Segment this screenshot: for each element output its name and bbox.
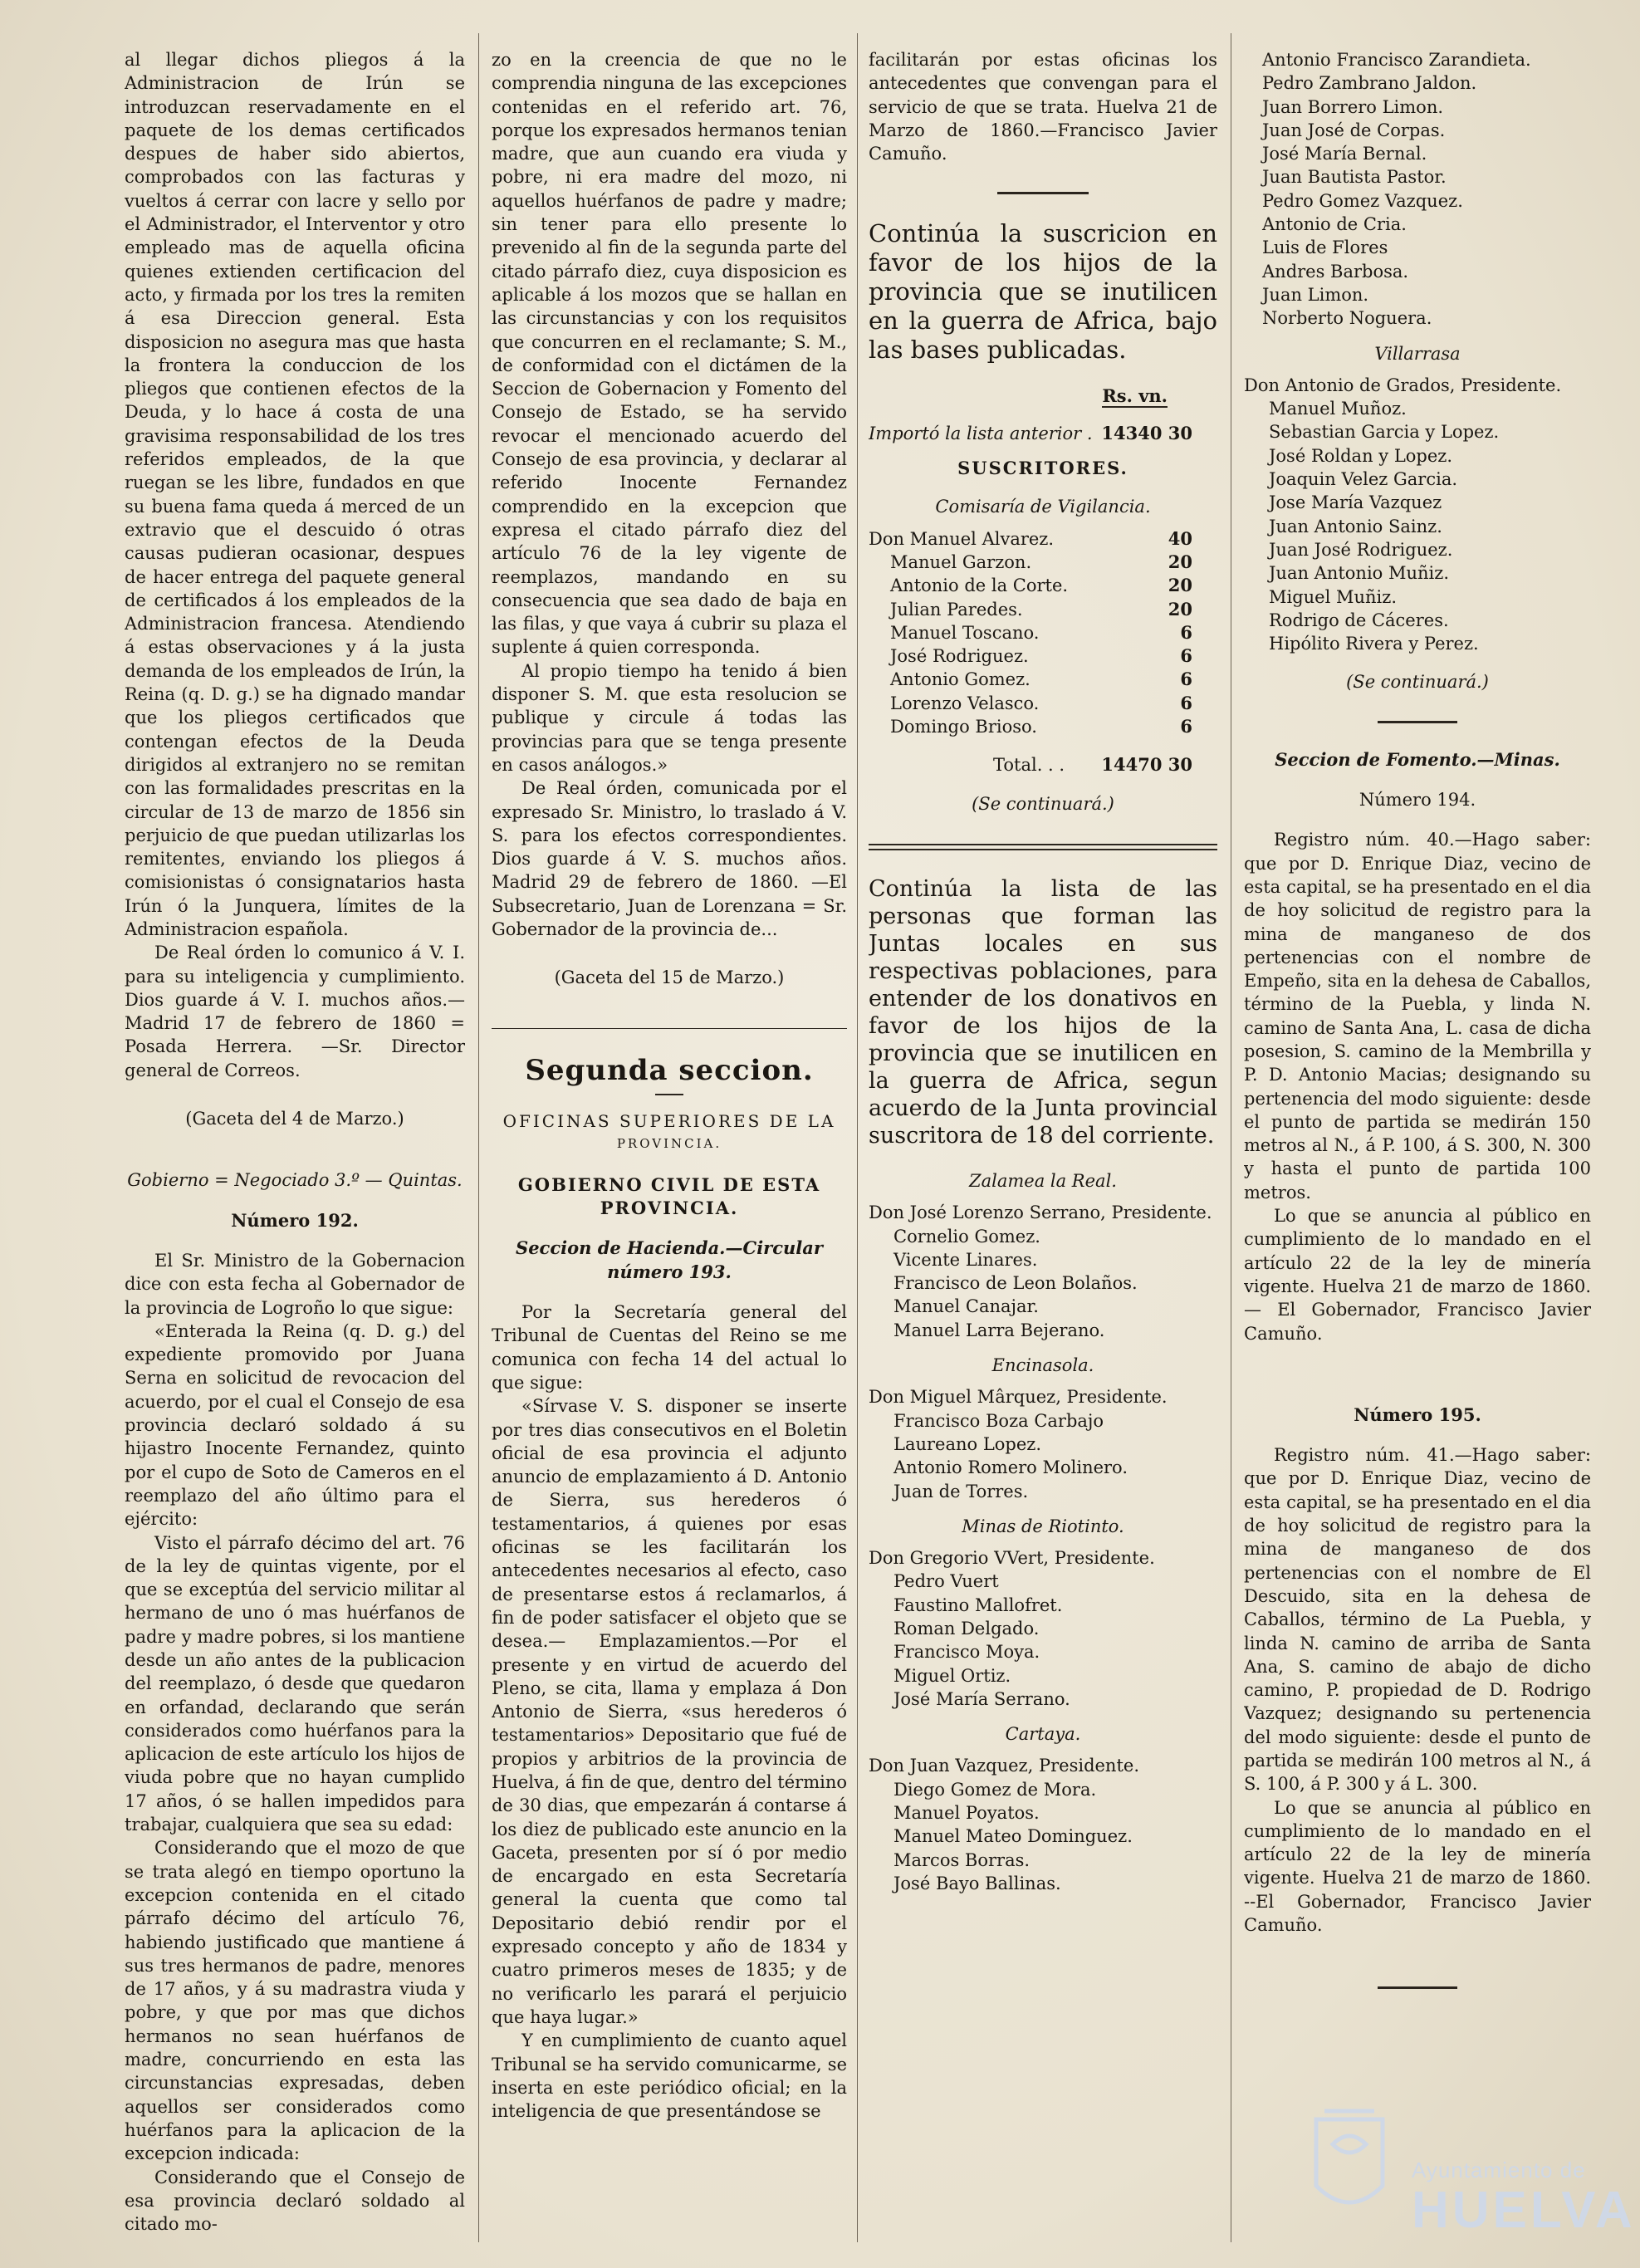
president-line: Don Juan Vazquez, Presidente.: [869, 1756, 1140, 1776]
column-rule: [478, 33, 479, 2242]
member-line: Juan Antonio Muñiz.: [1269, 563, 1450, 584]
subscriber-name: Manuel Garzon.: [890, 551, 1032, 572]
member-line: Norberto Noguera.: [1262, 308, 1432, 329]
paragraph: Al propio tiempo ha tenido á bien disponer S. M. que esta resolucion se publique y circule á todas las provincias para que se tenga presente en casos análogos.»: [492, 660, 847, 775]
member-line: Juan Borrero Limon.: [1262, 96, 1444, 117]
member-line: Antonio Francisco Zarandieta.: [1262, 50, 1531, 70]
subscriber-row: [869, 574, 1217, 597]
member-line: Manuel Canajar.: [893, 1296, 1039, 1317]
continuation-note: (Se continuará.): [1346, 672, 1489, 693]
office-subheading: PROVINCIA.: [616, 1135, 722, 1151]
member-line: Hipólito Rivera y Perez.: [1269, 634, 1479, 654]
paragraph: Por la Secretaría general del Tribunal de Cuentas del Reino se me comunica con fecha 14 del actual lo que sigue:: [492, 1302, 847, 1393]
member-line: Juan Antonio Sainz.: [1269, 516, 1442, 536]
paragraph: Lo que se anuncia al público en cumplimiento de lo mandado en el artículo 22 de la ley de minería vigente. Huelva 21 de marzo de 1860. — El Gobernador, Francisco Javier Camuño.: [1244, 1206, 1591, 1344]
member-line: Pedro Gomez Vazquez.: [1262, 190, 1463, 211]
column-rule: [857, 33, 858, 2242]
subscriber-name: Antonio Gomez.: [890, 669, 1031, 690]
member-line: Francisco de Leon Bolaños.: [893, 1273, 1138, 1294]
paragraph: Considerando que el Consejo de esa provincia declaró soldado al citado mo-: [125, 2167, 465, 2235]
junta-announcement: Continúa la lista de las personas que forman las Juntas locales en sus respectivas poblaciones, para entender de los donativos en favor de los hijos de la provincia que se inutilicen en la guerra de Africa, segun acuerdo de la Junta provincial suscritora de 18 del corriente.: [869, 875, 1217, 1149]
member-list: [1244, 397, 1591, 655]
subscriber-name: Manuel Toscano.: [890, 622, 1040, 643]
member-list: [1244, 48, 1591, 331]
subscriber-row: [869, 621, 1217, 644]
member-line: Pedro Zambrano Jaldon.: [1262, 73, 1477, 94]
member-line: Manuel Muñoz.: [1269, 399, 1407, 419]
president-line: Don Antonio de Grados, Presidente.: [1244, 375, 1562, 395]
president-line: Don Gregorio VVert, Presidente.: [869, 1548, 1155, 1569]
member-line: Roman Delgado.: [893, 1618, 1040, 1639]
paragraph: De Real órden, comunicada por el expresado Sr. Ministro, lo traslado á V. S. para los efectos correspondientes. Dios guarde á V. S. muchos años. Madrid 29 de febrero de 1860. —El Subsecretario, Juan de Lorenzana = Sr. Gobernador de la provincia de...: [492, 778, 847, 939]
member-line: Francisco Boza Carbajo: [893, 1410, 1104, 1431]
town-heading: Villarrasa: [1374, 343, 1461, 364]
paragraph: El Sr. Ministro de la Gobernacion dice con esta fecha al Gobernador de la provincia de Logroño lo que sigue:: [125, 1250, 465, 1318]
member-line: Manuel Mateo Dominguez.: [893, 1826, 1133, 1847]
paragraph: Considerando que el mozo de que se trata alegó en tiempo oportuno la excepcion contenida en el citado párrafo décimo del artículo 76, habiendo justificado que mantiene á sus tres hermanos de padre, menores de 17 años, y á su madrastra viuda y pobre, y que por mas que dichos hermanos no sean huérfanos de madre, concurriendo en esta las circunstancias expresadas, deben aquellos ser considerados como huérfanos para la aplicacion de la excepcion indicada:: [125, 1838, 465, 2164]
member-line: Juan José Rodriguez.: [1269, 539, 1453, 560]
president-line: Don José Lorenzo Serrano, Presidente.: [869, 1203, 1212, 1223]
divider: [1378, 721, 1457, 723]
subscriber-row: [869, 668, 1217, 691]
divider: [655, 1094, 683, 1095]
member-line: Miguel Ortiz.: [893, 1665, 1011, 1686]
subscriber-amount: 6: [1180, 716, 1192, 737]
town-lists: [869, 1169, 1217, 1895]
subscriber-amount: 40: [1168, 527, 1192, 549]
member-line: Antonio Romero Molinero.: [893, 1457, 1128, 1478]
subscriber-name: José Rodriguez.: [890, 646, 1029, 667]
town-heading: Encinasola.: [991, 1355, 1094, 1376]
divider: [997, 192, 1089, 194]
member-line: Cornelio Gomez.: [893, 1226, 1040, 1247]
member-line: José Roldan y Lopez.: [1269, 445, 1453, 466]
office-heading: OFICINAS SUPERIORES DE LA: [502, 1110, 836, 1131]
member-line: Juan Limon.: [1262, 284, 1369, 305]
member-line: Juan de Torres.: [893, 1481, 1029, 1501]
town-heading: Cartaya.: [1005, 1724, 1081, 1745]
subscriber-amount: 6: [1180, 669, 1192, 690]
total-row: Total. . . 14470 30: [993, 754, 1192, 776]
member-line: Francisco Moya.: [893, 1642, 1040, 1663]
member-line: Antonio de Cria.: [1262, 214, 1407, 235]
paragraph: De Real órden lo comunico á V. I. para su inteligencia y cumplimiento. Dios guarde á V. I. muchos años.— Madrid 17 de febrero de 1860 = Posada Herrera. —Sr. Director general de Correos.: [125, 943, 465, 1080]
paragraph: Y en cumplimiento de cuanto aquel Tribunal se ha servido comunicarme, se inserta en este periódico oficial; en la inteligencia de que presentándose se: [492, 2030, 847, 2122]
town-heading: Minas de Riotinto.: [962, 1516, 1124, 1536]
member-line: Manuel Poyatos.: [893, 1803, 1040, 1824]
member-line: Juan José de Corpas.: [1262, 120, 1446, 140]
town-heading: Zalamea la Real.: [969, 1170, 1117, 1191]
member-line: Marcos Borras.: [893, 1849, 1031, 1870]
gazette-source: (Gaceta del 4 de Marzo.): [185, 1109, 404, 1129]
subscriber-list: [869, 527, 1217, 739]
subscriber-amount: 6: [1180, 645, 1192, 667]
document-number: Número 195.: [1354, 1403, 1481, 1425]
subscriber-amount: 6: [1180, 621, 1192, 643]
government-heading: GOBIERNO CIVIL DE ESTA PROVINCIA.: [517, 1173, 821, 1219]
subscriber-row: [869, 551, 1217, 574]
member-line: Jose María Vazquez: [1269, 492, 1442, 513]
subscriber-name: Domingo Brioso.: [890, 717, 1037, 737]
member-line: Vicente Linares.: [893, 1249, 1038, 1270]
watermark-line-1: Ayuntamiento de: [1412, 2158, 1586, 2182]
member-line: Pedro Vuert: [893, 1571, 999, 1592]
paragraph: Registro núm. 40.—Hago saber: que por D. Enrique Diaz, vecino de esta capital, se ha presentado en el dia de hoy solicitud de registro para la mina de manganeso de dos pertenencias con el nombre de Empeño, sita en la dehesa de Caballos, término de la Puebla, y linda N. camino de Santa Ana, L. casa de dicha posesion, S. camino de la Membrilla y P. D. Antonio Macias; designando su pertenencia del modo siguiente: desde el punto de partida se medirán 150 metros al N., á P. 100, á S. 300, N. 300 y hasta el punto de partida 100 metros.: [1244, 830, 1591, 1203]
president-line: Don Miguel Mârquez, Presidente.: [869, 1387, 1168, 1408]
document-number: Número 192.: [231, 1209, 359, 1231]
subscriber-group: Comisaría de Vigilancia.: [935, 497, 1151, 517]
subscriber-amount: 20: [1168, 551, 1192, 572]
circular-heading: Seccion de Hacienda.—Circular número 193.: [516, 1237, 823, 1282]
gazette-source: (Gaceta del 15 de Marzo.): [554, 967, 785, 988]
member-line: Joaquin Velez Garcia.: [1269, 469, 1458, 490]
divider: [1378, 1986, 1457, 1989]
member-line: José María Bernal.: [1262, 144, 1427, 164]
paragraph: al llegar dichos pliegos á la Administracion de Irún se introduzcan reservadamente en el paquete de los demas certificados despues de haber sido abiertos, comprobados con las facturas y vueltos á cerrar con lacre y sello por el Administrador, el Interventor y otro empleado mas de aquella oficina quienes extienden certificacion del acto, y firmada por los tres la remiten á esa Direccion general. Esta disposicion no asegura mas que hasta la frontera la conduccion de los pliegos que contienen efectos de la Deuda, y lo hace á costa de una gravisima responsabilidad de los tres referidos empleados, de la que ruegan se les libre, fundados en que su buena fama queda á merced de un extravio que el descuido ó otras causas pudieran ocasionar, despues de hacer entrega del paquete general de certificados á los empleados de la Administracion francesa. Atendiendo á estas observaciones y á la justa demanda de los empleados de Irún, la Reina (q. D. g.) se ha dignado mandar que los pliegos certificados que contengan efectos de la Deuda dirigidos al extranjero no se remitan con las formalidades prescritas en la circular de 13 de marzo de 1856 sin perjuicio de que puedan utilizarlas los remitentes, enviando los pliegos á comisionistas ó consignatarios hasta Irún ó la Junquera, límites de la Administracion española.: [125, 50, 465, 939]
member-line: Manuel Larra Bejerano.: [893, 1320, 1105, 1340]
previous-total-row: Importó la lista anterior . 14340 30: [869, 422, 1192, 443]
divider: [869, 844, 1217, 850]
paragraph: «Sírvase V. S. disponer se inserte por tres dias consecutivos en el Boletin oficial de esa provincia el adjunto anuncio de emplazamiento á D. Antonio de Sierra, sus herederos ó testamentarios, á quienes por esas oficinas se les facilitarán los antecedentes necesarios al efecto, caso de presentarse estos á reclamarlos, á fin de poder satisfacer el objeto que se desea.— Emplazamientos.—Por el presente y en virtud de acuerdo del Pleno, se cita, llama y emplaza á Don Antonio de Sierra, «sus herederos ó testamentarios» Depositario que fué de propios y arbitrios de la provincia de Huelva, á fin de que, dentro del término de 30 dias, que empezarán á contarse á los diez de publicado este anuncio en la Gaceta, presenten por sí ó por medio de encargado en esta Secretaría general la cuenta que como tal Depositario debió rendir por el expresado concepto y año de 1834 y cuatro primeros meses de 1835; y de no verificarlo les parará el perjuicio que haya lugar.»: [492, 1396, 847, 2027]
member-line: José María Serrano.: [893, 1688, 1070, 1709]
continuation-note: (Se continuará.): [972, 793, 1114, 814]
section-title: Segunda seccion.: [525, 1053, 814, 1087]
subscribers-heading: SUSCRITORES.: [957, 458, 1128, 479]
column-3: [869, 48, 1217, 2241]
member-line: Sebastian Garcia y Lopez.: [1269, 422, 1500, 443]
currency-header: Rs. vn.: [1102, 385, 1168, 407]
subscriber-amount: 20: [1168, 598, 1192, 620]
subscriber-name: Don Manuel Alvarez.: [869, 528, 1055, 549]
paragraph: Lo que se anuncia al público en cumplimiento de lo mandado en el artículo 22 de la ley de minería vigente. Huelva 21 de marzo de 1860. --El Gobernador, Francisco Javier Camuño.: [1244, 1797, 1591, 1936]
subscription-announcement: Continúa la suscricion en favor de los hijos de la provincia que se inutilicen en la guerra de Africa, bajo las bases publicadas.: [869, 219, 1217, 365]
member-line: Miguel Muñiz.: [1269, 586, 1398, 607]
column-2: [492, 48, 847, 2241]
member-line: Diego Gomez de Mora.: [893, 1779, 1097, 1800]
paragraph: «Enterada la Reina (q. D. g.) del expediente promovido por Juana Serna en solicitud de revocacion del acuerdo, por el cual el Consejo de esa provincia declaró soldado á su hijastro Inocente Fernandez, quinto por el cupo de Soto de Cameros en el reemplazo del año último para el ejército:: [125, 1320, 465, 1530]
document-number: Número 194.: [1359, 790, 1476, 811]
subscriber-row: [869, 692, 1217, 715]
subscriber-amount: 20: [1168, 575, 1192, 596]
subscriber-name: Lorenzo Velasco.: [890, 693, 1040, 713]
subscriber-row: [869, 527, 1217, 551]
member-line: Luis de Flores: [1262, 238, 1388, 258]
paragraph: Registro núm. 41.—Hago saber: que por D. Enrique Diaz, vecino de esta capital, se ha presentado en el dia de hoy solicitud de registro para la mina de manganeso de dos pertenencias con el nombre de El Descuido, sita en la dehesa de Caballos, término de La Puebla, y linda N. camino de arriba de Santa Ana, S. camino de abajo de dicho camino, P. propiedad de D. Rodrigo Vazquez; designando su pertenencia del modo siguiente: desde el punto de partida se medirán 100 metros al N., á S. 100, á P. 300 y á L. 300.: [1244, 1445, 1591, 1795]
member-line: Juan Bautista Pastor.: [1262, 167, 1447, 188]
paragraph: facilitarán por estas oficinas los antecedentes que convengan para el servicio de que se trata. Huelva 21 de Marzo de 1860.—Francisco Javier Camuño.: [869, 50, 1217, 164]
member-line: Laureano Lopez.: [893, 1433, 1042, 1454]
subscriber-amount: 6: [1180, 692, 1192, 713]
member-line: José Bayo Ballinas.: [893, 1873, 1061, 1893]
subscriber-name: Antonio de la Corte.: [890, 576, 1069, 596]
section-header: Gobierno = Negociado 3.º — Quintas.: [127, 1170, 463, 1191]
column-4: [1244, 48, 1591, 2241]
member-line: Faustino Mallofret.: [893, 1594, 1063, 1615]
subscriber-row: [869, 644, 1217, 668]
section-header: Seccion de Fomento.—Minas.: [1275, 748, 1560, 770]
subscriber-name: Julian Paredes.: [890, 599, 1023, 620]
member-line: Andres Barbosa.: [1262, 261, 1409, 282]
subscriber-row: [869, 598, 1217, 621]
divider: [492, 1028, 847, 1029]
paragraph: zo en la creencia de que no le comprendia ninguna de las excepciones contenidas en el referido art. 76, porque los expresados hermanos tenian madre, que aun cuando era viuda y pobre, ni era madre del mozo, ni aquellos huérfanos de padre y madre; sin tener para ello presente lo prevenido al fin de la segunda parte del citado párrafo diez, cuya disposicion es aplicable á los mozos que se hallan en las circunstancias y con los requisitos que concurren en el reclamante; S. M., de conformidad con el dictámen de la Seccion de Gobernacion y Fomento del Consejo de Estado, se ha servido revocar el mencionado acuerdo del Consejo de esa provincia, y declarar al referido Inocente Fernandez comprendido en la excepcion que expresa el citado párrafo diez del artículo 76 de la ley vigente de reemplazos, mandando en su consecuencia que sea dado de baja en las filas, y que vaya á cubrir su plaza el suplente á quien corresponda.: [492, 50, 847, 658]
member-line: Rodrigo de Cáceres.: [1269, 610, 1449, 630]
paragraph: Visto el párrafo décimo del art. 76 de la ley de quintas vigente, por el que se exceptúa del servicio militar al hermano de uno ó mas huérfanos de padre y madre pobres, si los mantiene desde un año antes de la publicacion del reemplazo, ó desde que quedaron en orfandad, declarando que serán considerados como huérfanos para la aplicacion de este artículo los hijos de viuda pobre que no hayan cumplido 17 años, ó se hallen impedidos para trabajar, cualquiera que sea su edad:: [125, 1532, 465, 1835]
subscriber-row: [869, 715, 1217, 738]
watermark-line-2: HUELVA: [1412, 2182, 1636, 2239]
column-1: [125, 48, 465, 2241]
